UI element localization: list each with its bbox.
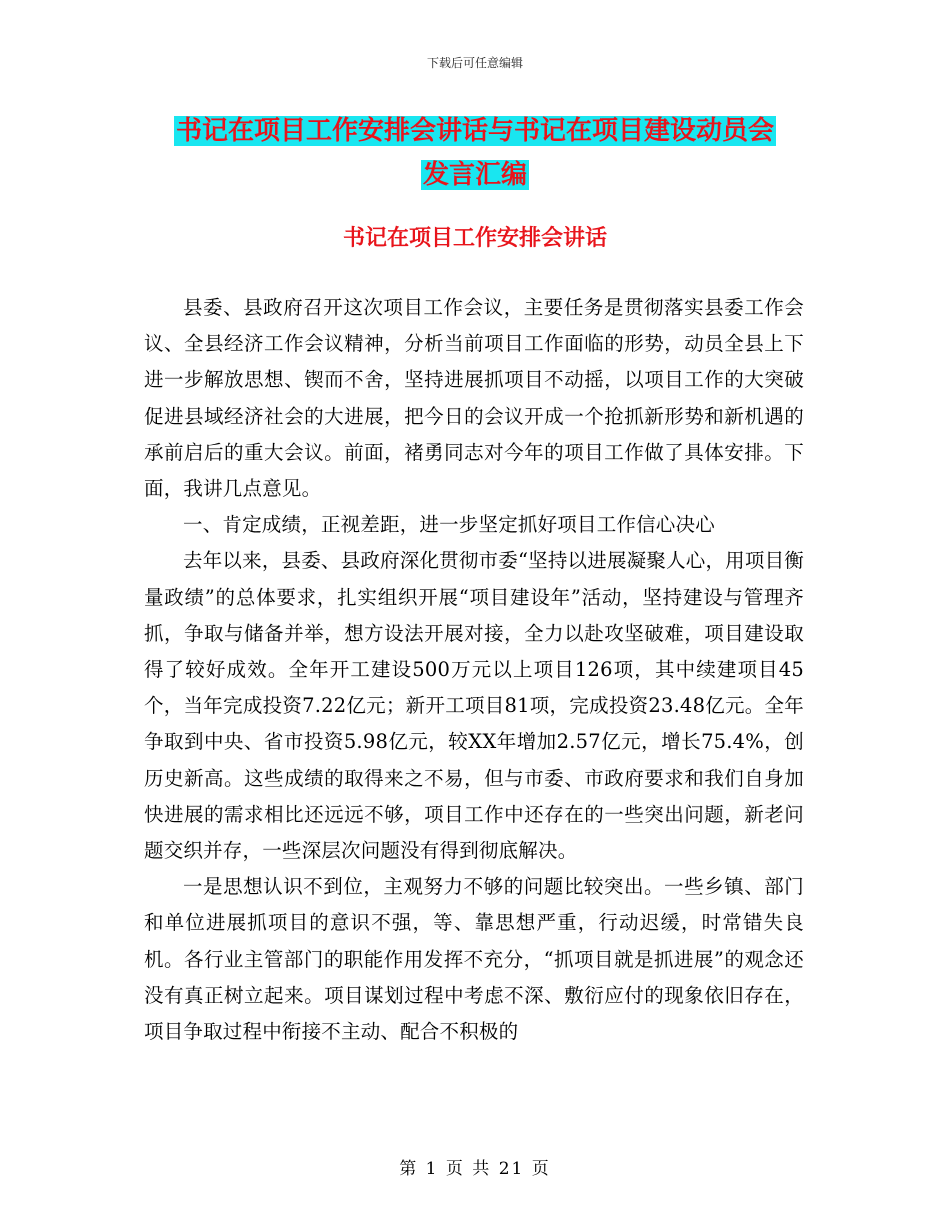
title-highlight: 书记在项目工作安排会讲话与书记在项目建设动员会 xyxy=(175,116,774,146)
paragraph: 县委、县政府召开这次项目工作会议，主要任务是贯彻落实县委工作会议、全县经济工作会议精神，分析当前项目工作面临的形势，动员全县上下进一步解放思想、锲而不舍，坚持进展抓项目不动摇，以项目工作的大突破促进县域经济社会的大进展，把今日的会议开成一个抢抓新形势和新机遇的承前启后的重大会议。前面，褚勇同志对今年的项目工作做了具体安排。下面，我讲几点意见。 xyxy=(144,296,804,501)
title-highlight: 发言汇编 xyxy=(422,160,527,190)
section-title: 书记在项目工作安排会讲话 xyxy=(342,225,607,251)
document-body xyxy=(144,290,804,1050)
page-number: 第 1 页 共 21 页 xyxy=(399,1159,551,1179)
document-title-line-1 xyxy=(0,110,950,152)
paragraph: 去年以来，县委、县政府深化贯彻市委“坚持以进展凝聚人心，用项目衡量政绩”的总体要求，扎实组织开展“项目建设年”活动，坚持建设与管理齐抓，争取与储备并举，想方设法开展对接，全力以赴攻坚破难，项目建设取得了较好成效。全年开工建设500万元以上项目126项，其中续建项目45个，当年完成投资7.22亿元；新开工项目81项，完成投资23.48亿元。全年争取到中央、省市投资5.98亿元，较XX年增加2.57亿元，增长75.4%，创历史新高。这些成绩的取得来之不易，但与市委、市政府要求和我们自身加快进展的需求相比还远远不够，项目工作中还存在的一些突出问题，新老问题交织并存，一些深层次问题没有得到彻底解决。 xyxy=(144,549,804,863)
paragraph: 一是思想认识不到位，主观努力不够的问题比较突出。一些乡镇、部门和单位进展抓项目的意识不强，等、靠思想严重，行动迟缓，时常错失良机。各行业主管部门的职能作用发挥不充分，“抓项目就是抓进展”的观念还没有真正树立起来。项目谋划过程中考虑不深、敷衍应付的现象依旧存在，项目争取过程中衔接不主动、配合不积极的 xyxy=(144,875,804,1044)
document-title-line-2 xyxy=(0,154,950,196)
page-header: 下载后可任意编辑 xyxy=(426,56,523,70)
section-heading: 一、肯定成绩，正视差距，进一步坚定抓好项目工作信心决心 xyxy=(183,513,715,537)
